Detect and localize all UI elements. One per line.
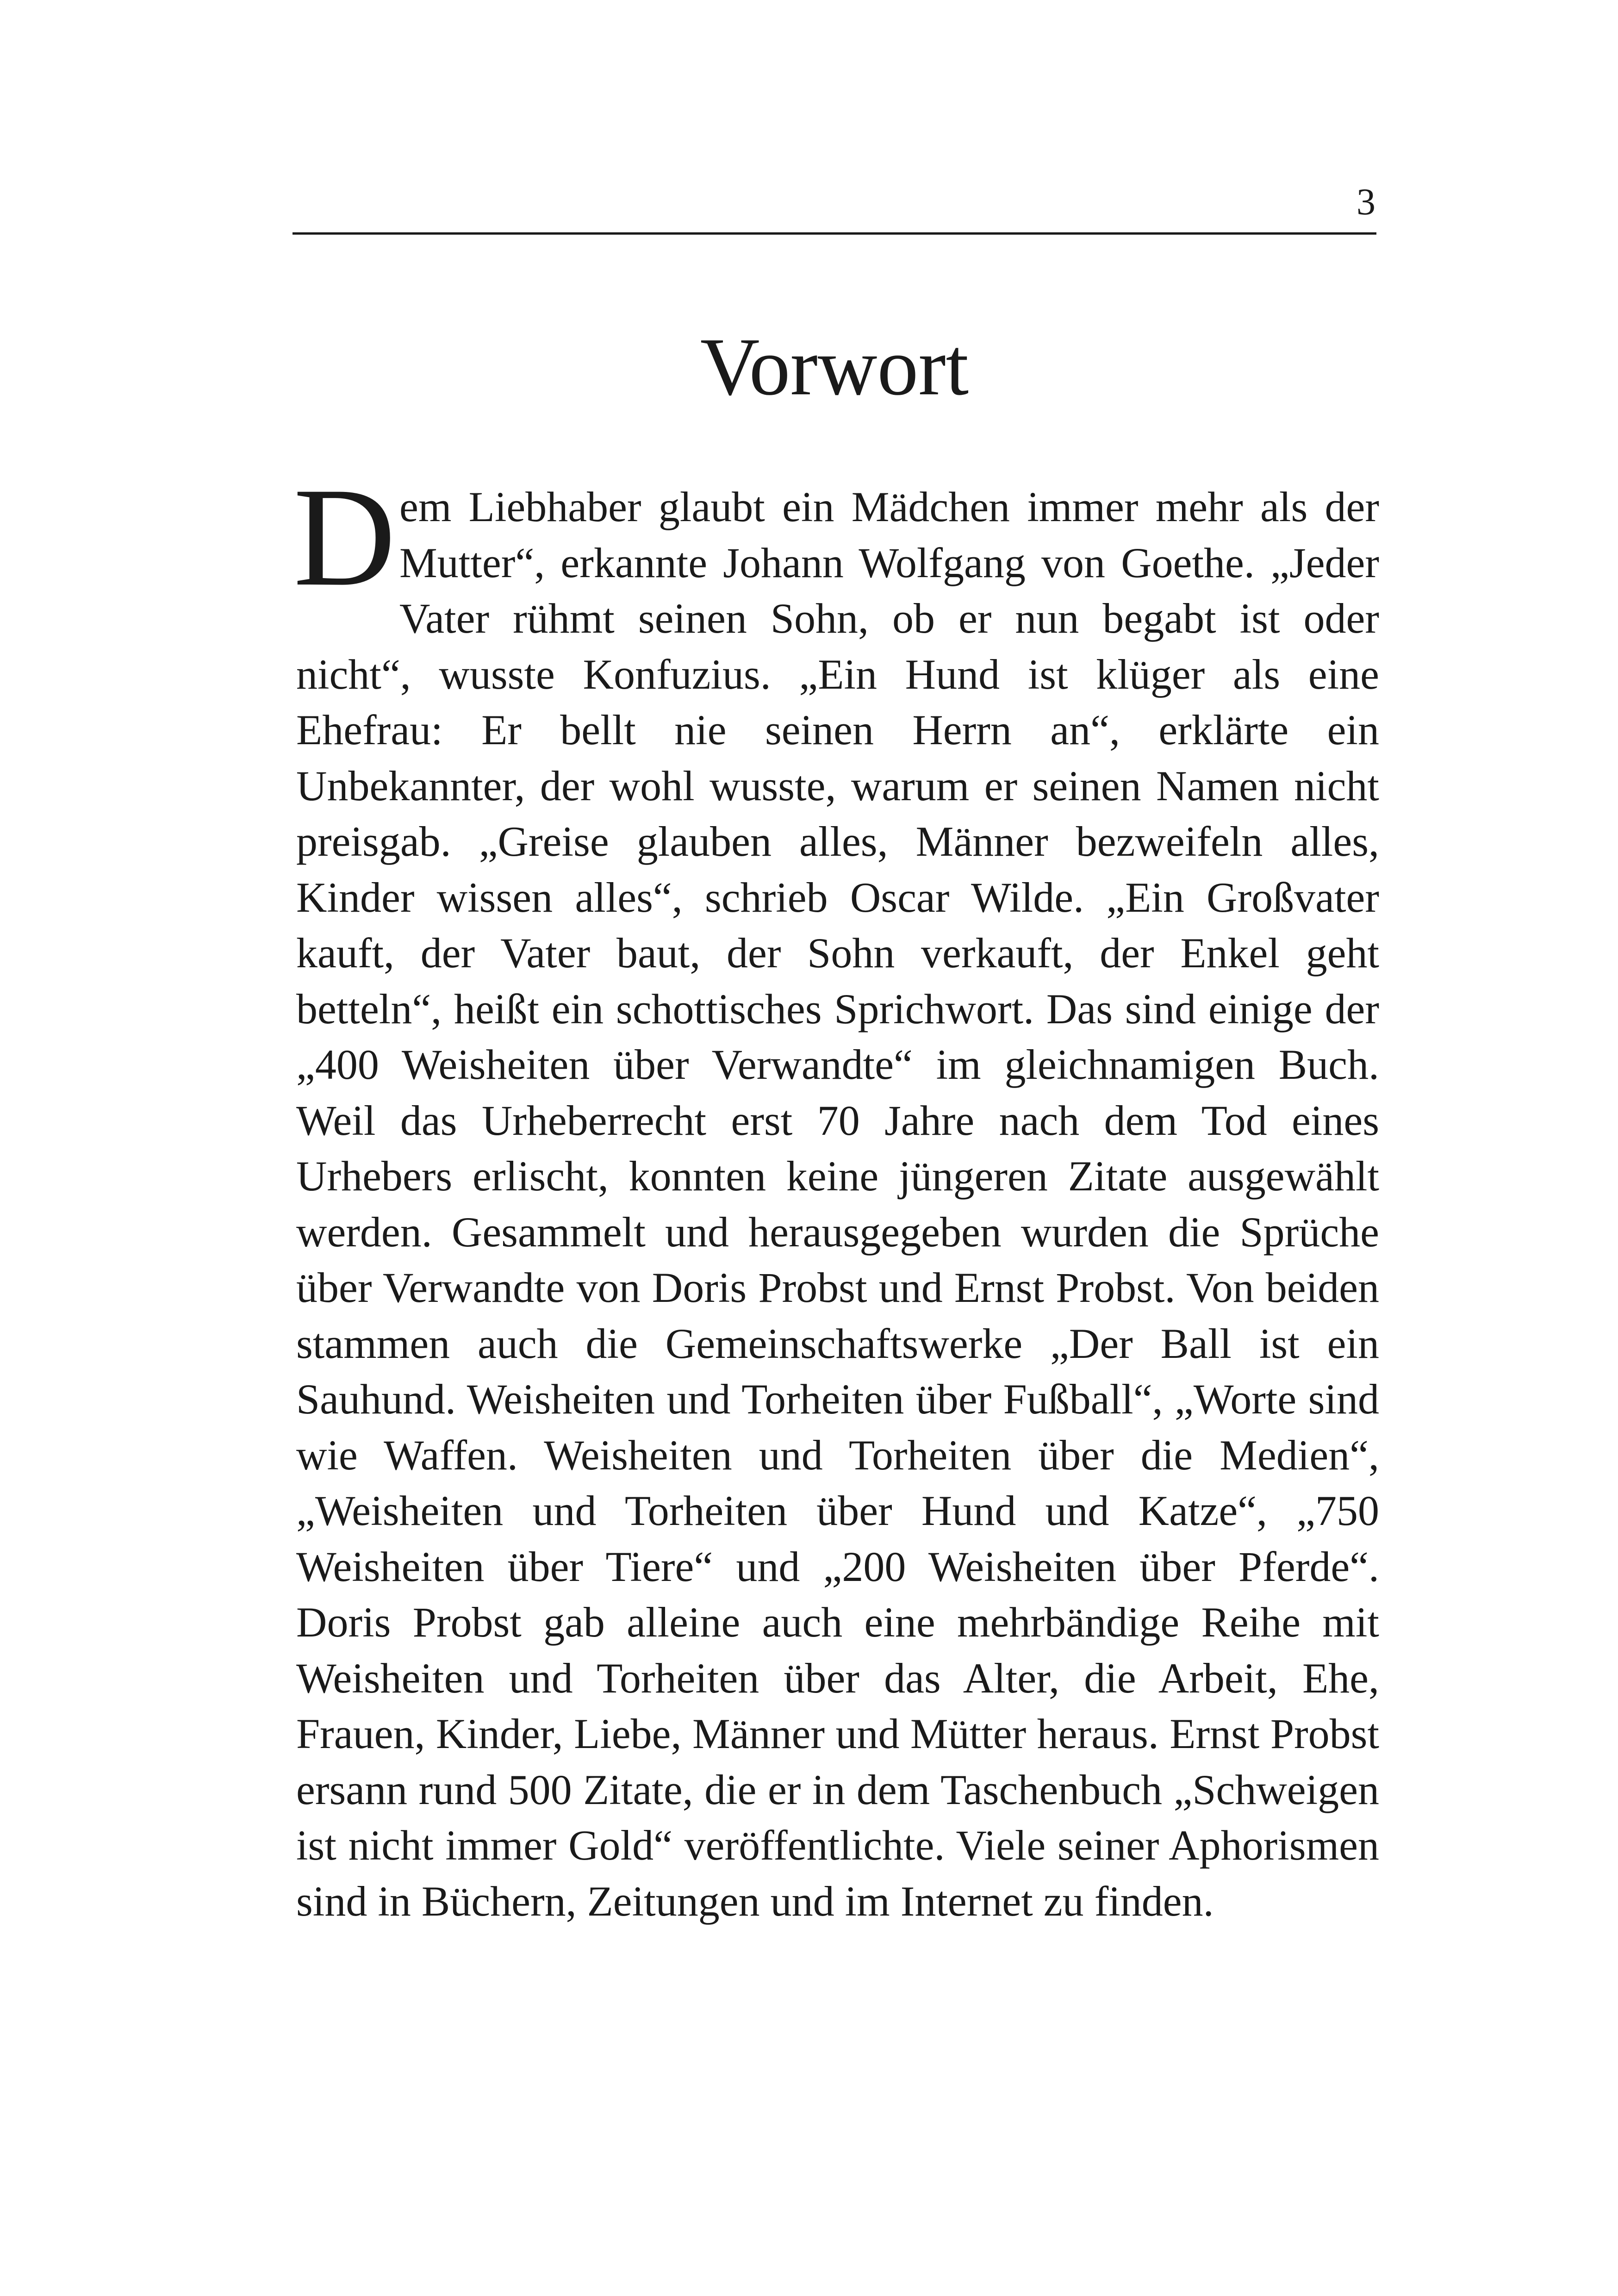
drop-cap: D bbox=[293, 459, 396, 616]
header-rule bbox=[292, 232, 1376, 235]
body-paragraph bbox=[293, 459, 1379, 1929]
body-paragraph-text: em Liebhaber glaubt ein Mädchen immer mehr als der Mutter“, erkannte Johann Wolfgang von Goethe. „Jeder Vater rühmt seinen Sohn, ob er nun begabt ist oder nicht“, wusste Konfuzius. „Ein Hund ist klüger als eine Ehefrau: Er bellt nie seinen Herrn an“, erklärte ein Unbekannter, der wohl wusste, warum er seinen Namen nicht preisgab. „Greise glauben alles, Männer bezweifeln alles, Kinder wissen alles“, schrieb Oscar Wilde. „Ein Großvater kauft, der Vater baut, der Sohn verkauft, der Enkel geht betteln“, heißt ein schottisches Sprichwort. Das sind einige der „400 Weisheiten über Verwandte“ im gleichnamigen Buch. Weil das Urheberrecht erst 70 Jahre nach dem Tod eines Urhebers erlischt, konnten keine jüngeren Zitate ausgewählt werden. Gesammelt und herausgegeben wurden die Sprüche über Verwandte von Doris Probst und Ernst Probst. Von beiden stammen auch die Gemeinschaftswerke „Der Ball ist ein Sauhund. Weisheiten und Torheiten über Fußball“, „Worte sind wie Waffen. Weisheiten und Torheiten über die Medien“, „Weisheiten und Torheiten über Hund und Katze“, „750 Weisheiten über Tiere“ und „200 Weisheiten über Pferde“. Doris Probst gab alleine auch eine mehrbändige Reihe mit Weisheiten und Torheiten über das Alter, die Arbeit, Ehe, Frauen, Kinder, Liebe, Männer und Mütter heraus. Ernst Probst ersann rund 500 Zitate, die er in dem Taschenbuch „Schweigen ist nicht immer Gold“ veröffentlichte. Viele seiner Aphorismen sind in Büchern, Zeitungen und im Internet zu finden. bbox=[296, 483, 1379, 1925]
page-number: 3 bbox=[1357, 180, 1375, 223]
chapter-title: Vorwort bbox=[700, 321, 969, 412]
